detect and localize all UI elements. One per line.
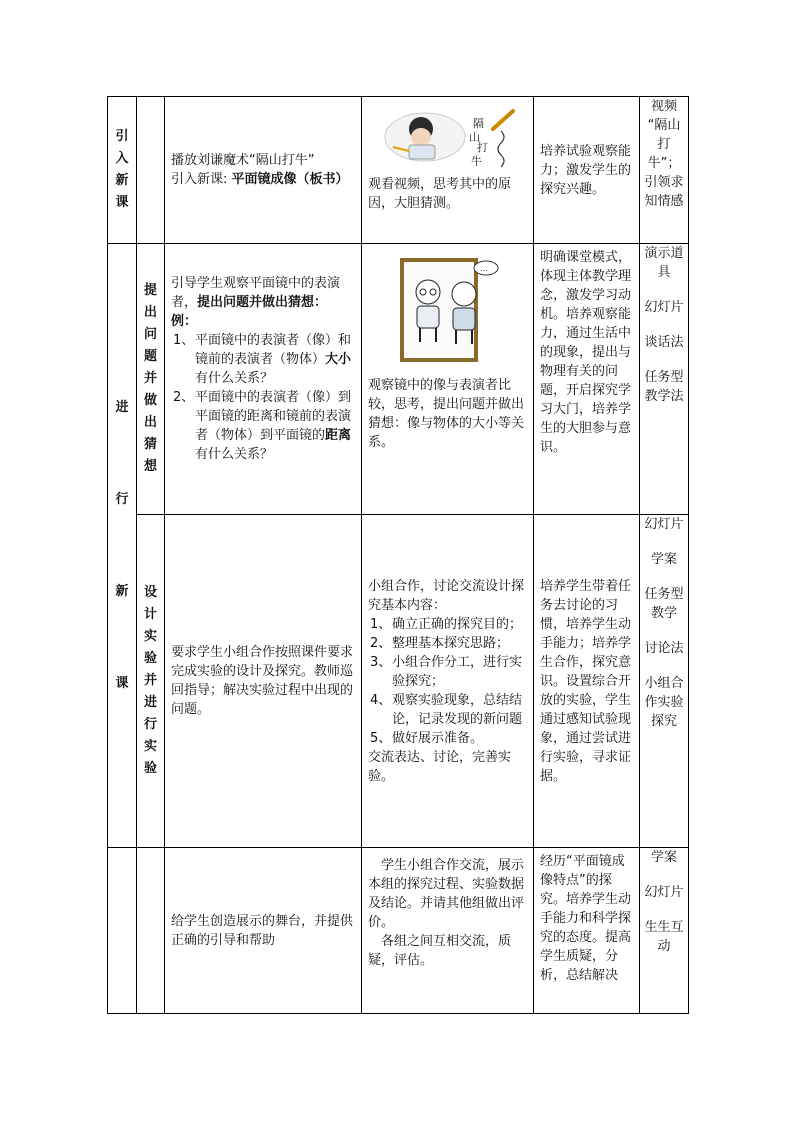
- substage-presentation-empty: [137, 848, 165, 1014]
- intent-presentation: 经历“平面镜成像特点”的探究。培养学生动手能力和科学探究的态度。提高学生质疑，分析，总结解决: [534, 848, 640, 1014]
- intent-question: 明确课堂模式，体现主体教学理念，激发学习动机。培养观察能力，通过生活中的现象，提出与物理有关的问题，开启探究学习大门，培养学生的大胆参与意识。: [534, 244, 640, 515]
- mirror-cartoon-image: [368, 248, 527, 372]
- intent-intro: 培养试验观察能力；激发学生的探究兴趣。: [534, 97, 640, 244]
- row-pose-question: [108, 244, 689, 515]
- method-question: 演示道具 幻灯片 谈话法 任务型教学法: [640, 244, 689, 515]
- svg-text:山: 山: [468, 131, 480, 144]
- method-presentation: 学案 幻灯片 生生互动: [640, 848, 689, 1014]
- student-activity-intro: 隔 山 打 牛 观看视频，思考其中的原因，大胆猜测。: [362, 97, 534, 244]
- question-item: 1、 平面镜中的表演者（像）和镜前的表演者（物体）大小有什么关系？: [173, 333, 352, 386]
- question-list: [171, 331, 355, 464]
- experiment-step: 2、 整理基本探究思路；: [370, 635, 510, 651]
- stage-intro: 引 入 新 课: [108, 97, 137, 244]
- magic-video-image: [368, 101, 527, 175]
- experiment-step: 4、 观察实验现象，总结结论，记录发现的新问题: [370, 692, 523, 727]
- mirror-illustration: [392, 254, 504, 366]
- teacher-activity-experiment: 要求学生小组合作按照课件要求完成实验的设计及探究。教师巡回指导；解决实验过程中出现的问题。: [165, 515, 362, 848]
- teacher-activity-question: 引导学生观察平面镜中的表演者，提出问题并做出猜想： 例： 1、 平面镜中的表演者（像）和镜前的表演者（物体）大小有什么关系？ 2、 平面镜中的表演者（像）到平面镜的距离和镜前的表演者（物体）到平面镜的距离有什么关系？: [165, 244, 362, 515]
- student-activity-question: … 观察镜中的像与表演者比较，思考，提出问题并做出猜想：像与物体的大小等关系。: [362, 244, 534, 515]
- experiment-step: 5、 做好展示准备。: [370, 730, 484, 746]
- teacher-activity-intro: 播放刘谦魔术“隔山打牛” 引入新课: 平面镜成像（板书）: [165, 97, 362, 244]
- row-presentation: [108, 848, 689, 1014]
- experiment-step: 1、 确立正确的探究目的；: [370, 616, 523, 632]
- svg-text:隔: 隔: [472, 117, 484, 130]
- magician-illustration: [373, 107, 523, 169]
- svg-text:打: 打: [476, 141, 488, 154]
- row-design-experiment: [108, 515, 689, 848]
- substage-pose-question: 提 出 问 题 并 做 出 猜 想: [137, 244, 165, 515]
- board-title: 平面镜成像（板书）: [231, 172, 349, 187]
- experiment-step: 3、 小组合作分工，进行实验探究；: [370, 654, 523, 689]
- method-experiment: 幻灯片 学案 任务型教学 讨论法 小组合作实验探究: [640, 515, 689, 848]
- substage-design-experiment: 设 计 实 验 并 进 行 实 验: [137, 515, 165, 848]
- svg-text:牛: 牛: [470, 155, 482, 168]
- student-activity-experiment: 小组合作，讨论交流设计探究基本内容： 1、 确立正确的探究目的； 2、 整理基本探究思路； 3、 小组合作分工，进行实验探究； 4、 观察实验现象，总结结论，记录发现的新问题 5、 做好展示准备。 交流表达、讨论，完善实验。: [362, 515, 534, 848]
- row-intro: [108, 97, 689, 244]
- svg-text:…: …: [479, 264, 488, 273]
- stage-presentation-empty: [108, 848, 137, 1014]
- experiment-step-list: [368, 615, 527, 748]
- intent-experiment: 培养学生带着任务去讨论的习惯，培养学生动手能力；培养学生合作，探究意识。设置综合开放的实验，学生通过感知试验现象，通过尝试进行实验，寻求证据。: [534, 515, 640, 848]
- method-intro: 视频 “隔山打牛”； 引领求知情感: [640, 97, 689, 244]
- lesson-plan-table: [107, 96, 689, 1014]
- stage-new-lesson: 进 行 新 课: [108, 244, 137, 848]
- student-activity-presentation: 学生小组合作交流，展示本组的探究过程、实验数据及结论。并请其他组做出评价。 各组之间互相交流，质疑，评估。: [362, 848, 534, 1014]
- teacher-activity-presentation: 给学生创造展示的舞台，并提供正确的引导和帮助: [165, 848, 362, 1014]
- question-item: 2、 平面镜中的表演者（像）到平面镜的距离和镜前的表演者（物体）到平面镜的距离有什么关系？: [173, 390, 352, 462]
- substage-intro-empty: [137, 97, 165, 244]
